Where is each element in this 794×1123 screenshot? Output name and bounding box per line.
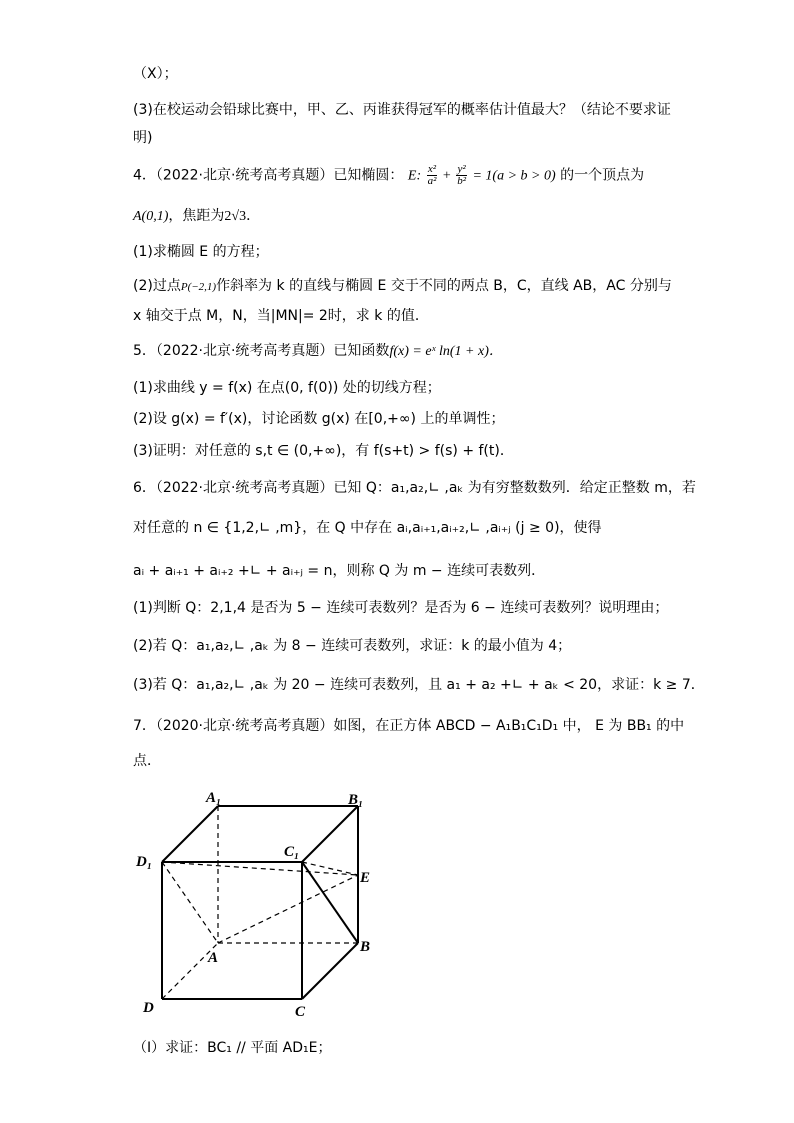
label-d: D [143,1000,154,1016]
question-5-part-2: (2)设 g(x) = f′(x)，讨论函数 g(x) 在[0,+∞) 上的单调性； [133,411,505,427]
function-f: f(x) = eˣ ln(1 + x)． [389,344,503,359]
question-6-header: 6．（2022·北京·统考高考真题）已知 Q：a₁,a₂,∟ ,aₖ 为有穷整数数列．给定正整数 m，若 [133,480,696,496]
question-3-part-3: (3)在校运动会铅球比赛中，甲、乙、丙谁获得冠军的概率估计值最大？（结论不要求证 [133,102,671,118]
hidden-d1-a [162,862,218,943]
edge-c1-b [302,862,358,943]
question-4-text: 4．（2022·北京·统考高考真题）已知椭圆： [133,167,404,184]
question-4-line-2: A(0,1)，焦距为2√3． [133,208,261,224]
label-a: A [208,950,219,966]
question-4-part-1: (1)求椭圆 E 的方程； [133,244,269,260]
question-5-header: 5．（2022·北京·统考高考真题）已知函数f(x) = eˣ ln(1 + x)． [133,343,503,359]
question-7-line-2: 点． [133,753,161,769]
fraction-y: $\frac{\text{y²}}{\text{b²}}$ [457,163,466,187]
label-b: B [360,939,371,955]
label-a1: A₁ [206,790,222,806]
ellipse-lhs: E: [407,168,422,184]
label-c: C [295,1004,306,1020]
label-d1: D₁ [136,854,153,870]
question-4-part-2: (2)过点P(−2,1)作斜率为 k 的直线与椭圆 E 交于不同的两点 B，C，直线 AB，AC 分别与 [133,278,672,294]
edge-b1-c1 [302,806,358,862]
label-b1: B₁ [348,792,364,808]
edge-a1-d1 [162,806,218,862]
question-6-line-3: aᵢ + aᵢ₊₁ + aᵢ₊₂ +∟ + aᵢ₊ⱼ = n，则称 Q 为 m − 连续可表数列． [133,563,546,579]
question-3-part-3-cont: 明) [133,130,153,146]
question-6-part-2: (2)若 Q：a₁,a₂,∟ ,aₖ 为 8 − 连续可表数列，求证：k 的最小值为 4； [133,638,572,654]
point-p: P(−2,1) [180,281,217,293]
question-7-part-1: （Ⅰ）求证：BC₁ // 平面 AD₁E； [133,1040,332,1056]
question-6-part-1: (1)判断 Q：2,1,4 是否为 5 − 连续可表数列？是否为 6 − 连续可表数列？说明理由； [133,600,669,616]
question-4-header: 4．（2022·北京·统考高考真题）已知椭圆： E: $\frac{\text{x²}}{\text{a²}}$ + $\frac{\text{y²}}{\text{b²}}$ = 1(a > b > 0) 的一个顶点为 [133,163,645,187]
question-6-line-2: 对任意的 n ∈ {1,2,∟ ,m}，在 Q 中存在 aᵢ,aᵢ₊₁,aᵢ₊₂,∟ ,aᵢ₊ⱼ (j ≥ 0)，使得 [133,520,602,536]
question-4-after: 的一个顶点为 [560,167,645,184]
question-4-part-2-cont: x 轴交于点 M，N，当|MN|= 2时，求 k 的值． [133,308,429,324]
hidden-a-e [218,875,358,943]
question-5-part-3: (3)证明：对任意的 s,t ∈ (0,+∞)，有 f(s+t) > f(s) + f(t)． [133,443,514,459]
label-c1: C₁ [284,844,300,860]
fraction-x: $\frac{\text{x²}}{\text{a²}}$ [427,163,437,187]
question-6-part-3: (3)若 Q：a₁,a₂,∟ ,aₖ 为 20 − 连续可表数列，且 a₁ + a₂ +∟ + aₖ < 20，求证：k ≥ 7． [133,677,705,693]
question-5-part-1: (1)求曲线 y = f(x) 在点(0, f(0)) 处的切线方程； [133,380,441,396]
focal-distance: 2√3． [224,209,261,224]
edge-c-b [302,943,358,999]
label-e: E [360,870,371,886]
ellipse-rhs: = 1(a > b > 0) [472,168,556,184]
point-a: A(0,1) [133,209,169,224]
question-7-header: 7．（2020·北京·统考高考真题）如图，在正方体 ABCD − A₁B₁C₁D₁ 中， E 为 BB₁ 的中 [133,718,685,734]
text-line-x: （X）； [133,66,178,82]
